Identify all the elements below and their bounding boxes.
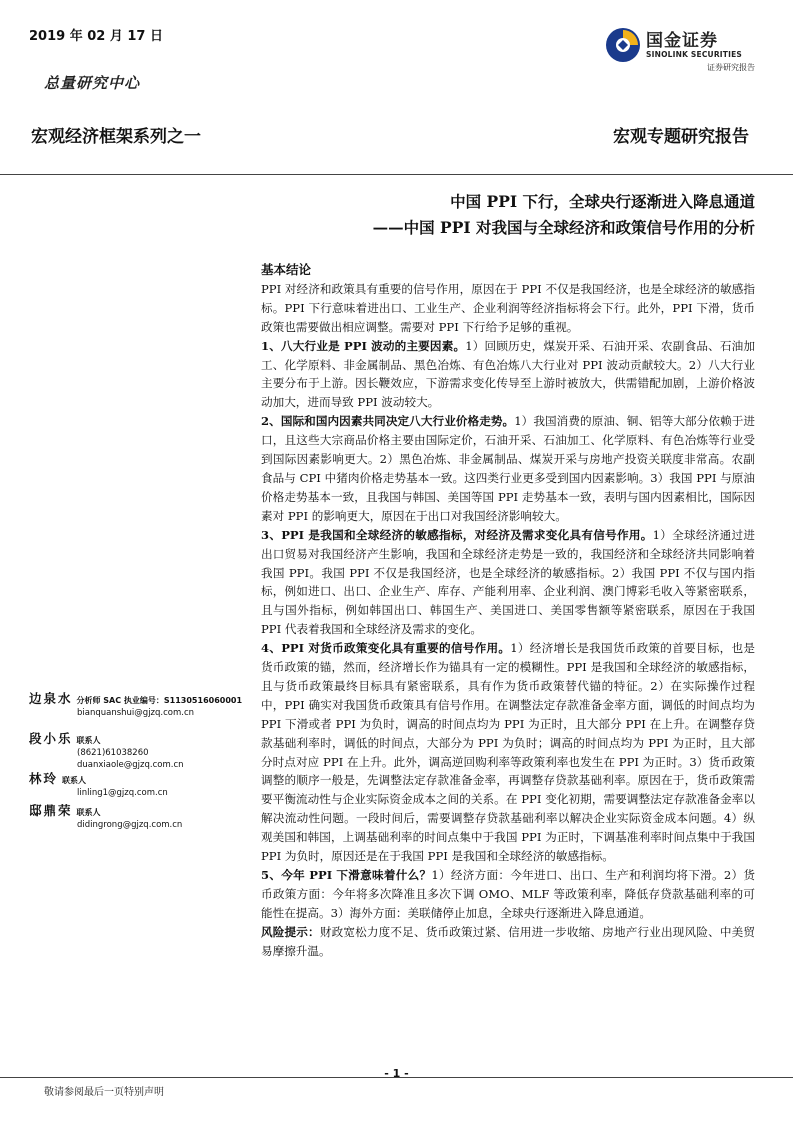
series-title: 宏观经济框架系列之一 — [31, 127, 201, 147]
report-title: 中国 PPI 下行，全球央行逐渐进入降息通道 — [450, 192, 755, 211]
report-type-label: 证券研究报告 — [707, 63, 755, 72]
author-role: 分析师 SAC 执业编号：S1130516060001 — [76, 696, 243, 705]
research-center: 总量研究中心 — [44, 74, 141, 92]
author-email[interactable]: duanxiaole@gjzq.com.cn — [77, 760, 184, 770]
point-4 — [261, 639, 755, 866]
main-content — [261, 261, 755, 961]
author-name: 邸鼎荣 — [29, 803, 73, 818]
logo-chinese-name: 国金证券 — [646, 31, 718, 51]
author-phone: (8621)61038260 — [77, 748, 149, 758]
point-3-head: 3、PPI 是我国和全球经济的敏感指标，对经济及需求变化具有信号作用。 — [261, 527, 653, 542]
point-5-body: 1）经济方面：今年进口、出口、生产和利润均将下滑。2）货币政策方面：今年将多次降准且多次下调 OMO、MLF 等政策利率，降低存贷款基础利率的可能性在提高。3）海外方面：美联储停止加息，全球央行逐渐进入降息通道。 — [261, 868, 756, 920]
author-role: 联系人 — [76, 808, 101, 817]
header-divider — [0, 174, 793, 175]
point-2-body: 1）我国消费的原油、铜、铝等大部分依赖于进口，且这些大宗商品价格主要由国际定价，石油开采、石油加工、化学原料、有色冶炼等行业受到国际因素影响更大。2）黑色冶炼、非金属制品、煤炭开采与房地产投资关联度非常高。农副食品与 CPI 中猪肉价格走势基本一致。这四类行业更多受到国内因素影响。3）我国 PPI 与原油价格走势基本一致，且我国与韩国、美国等国 PPI 走势基本一致，表明与国内因素相比，国际因素对 PPI 的影响更大，原因在于出口对我国经济影响较大。 — [261, 414, 755, 523]
page-number: - 1 - — [384, 1067, 409, 1080]
risk-warning — [261, 923, 755, 961]
report-date: 2019 年 02 月 17 日 — [29, 29, 163, 44]
author-name: 林玲 — [29, 771, 59, 786]
author-email[interactable]: bianquanshui@gjzq.com.cn — [77, 708, 195, 718]
point-3-body: 1）全球经济通过进出口贸易对我国经济产生影响，我国和全球经济走势是一致的，我国经济和全球经济共同影响着我国 PPI。我国 PPI 不仅是我国经济，也是全球经济的敏感指标。2）我国 PPI 不仅与国内指标，例如进口、出口、企业生产、库存、产能利用率、企业利润、澳门博彩毛收入等紧密联系，且与国外指标，例如韩国出口、韩国生产、美国进口、美国零售额等紧密联系，原因在于我国 PPI 代表着我国和全球经济及需求的变化。 — [261, 527, 755, 637]
section-heading: 基本结论 — [261, 262, 312, 277]
point-4-body: 1）经济增长是我国货币政策的首要目标，也是货币政策的锚，然而，经济增长作为锚具有一定的模糊性。PPI 是我国和全球经济的敏感指标，且与货币政策最终目标具有紧密联系，具有作为货币政策替代锚的特征。2）在实际操作过程中，PPI 确实对我国货币政策具有信号作用。在调整法定存款准备金率方面，调低的时间点均为 PPI 下滑或者 PPI 为负时，调高的时间点均为 PPI 为正时，且大部分 PPI 在上升。在调整存贷款基础利率时，调低的时间点，大部分为 PPI 为负时；调高的时间点均为 PPI 为正时，且大部分时点对应 PPI 在上升。此外，调高逆回购利率等政策利率也发生在 PPI 为正时。3）货币政策调整的顺序一般是，先调整法定存款准备金率，再调整存贷款基础利率。原因在于，货币政策需要平衡流动性与企业实际资金成本之间的关系。在 PPI 变化初期，需要调整法定存款准备金率以解决流动性问题。一段时间后，需要调整存贷款基础利率以解决企业实际资金成本问题。4）纵观美国和韩国，上调基础利率的时间点集中于我国 PPI 为正时，下调基准利率时间点集中于我国 PPI 为负时，原因还是在于我国 PPI 是我国和全球经济的敏感指标。 — [261, 641, 755, 864]
disclaimer-note[interactable]: 敬请参阅最后一页特别声明 — [44, 1087, 164, 1098]
author-email[interactable]: didingrong@gjzq.com.cn — [77, 820, 183, 830]
risk-warning-body: 财政宽松力度不足、货币政策过紧、信用进一步收缩、房地产行业出现风险、中美贸易摩擦升温。 — [261, 924, 755, 958]
point-2 — [261, 412, 755, 525]
point-2-head: 2、国际和国内因素共同决定八大行业价格走势。 — [261, 414, 515, 429]
author-role: 联系人 — [62, 776, 87, 785]
author-1 — [29, 688, 249, 719]
risk-warning-head: 风险提示： — [261, 924, 320, 939]
author-email[interactable]: linling1@gjzq.com.cn — [77, 788, 168, 798]
intro-paragraph: PPI 对经济和政策具有重要的信号作用，原因在于 PPI 不仅是我国经济，也是全球经济的敏感指标。PPI 下行意味着进出口、工业生产、企业利润等经济指标将会下行。此外，PPI 下滑，货币政策也需要做出相应调整。需要对 PPI 下行给予足够的重视。 — [261, 281, 755, 334]
point-5-head: 5、今年 PPI 下滑意味着什么？ — [261, 868, 432, 882]
point-4-head: 4、PPI 对货币政策变化具有重要的信号作用。 — [261, 641, 511, 656]
report-subtitle: ——中国 PPI 对我国与全球经济和政策信号作用的分析 — [372, 218, 755, 237]
author-3 — [29, 768, 249, 799]
point-1 — [261, 337, 755, 413]
document-type: 宏观专题研究报告 — [613, 127, 749, 147]
point-1-head: 1、八大行业是 PPI 波动的主要因素。 — [261, 338, 466, 353]
footer-divider — [0, 1077, 793, 1078]
author-name: 段小乐 — [29, 731, 73, 746]
author-2 — [29, 728, 249, 771]
author-role: 联系人 — [76, 736, 101, 745]
author-4 — [29, 800, 249, 831]
point-1-body: 1）回顾历史，煤炭开采、石油开采、农副食品、石油加工、化学原料、非金属制品、黑色冶炼、有色冶炼八大行业对 PPI 波动贡献较大。2）八大行业主要分布于上游。因长鞭效应，下游需求变化传导至上游时被放大，供需错配加剧，上游价格波动加大，进而导致 PPI 波动较大。 — [261, 338, 755, 410]
point-5 — [261, 866, 755, 923]
author-name: 边泉水 — [29, 691, 73, 706]
point-3 — [261, 526, 755, 639]
logo-english-name: SINOLINK SECURITIES — [646, 50, 743, 59]
sinolink-logo-icon — [604, 26, 642, 64]
